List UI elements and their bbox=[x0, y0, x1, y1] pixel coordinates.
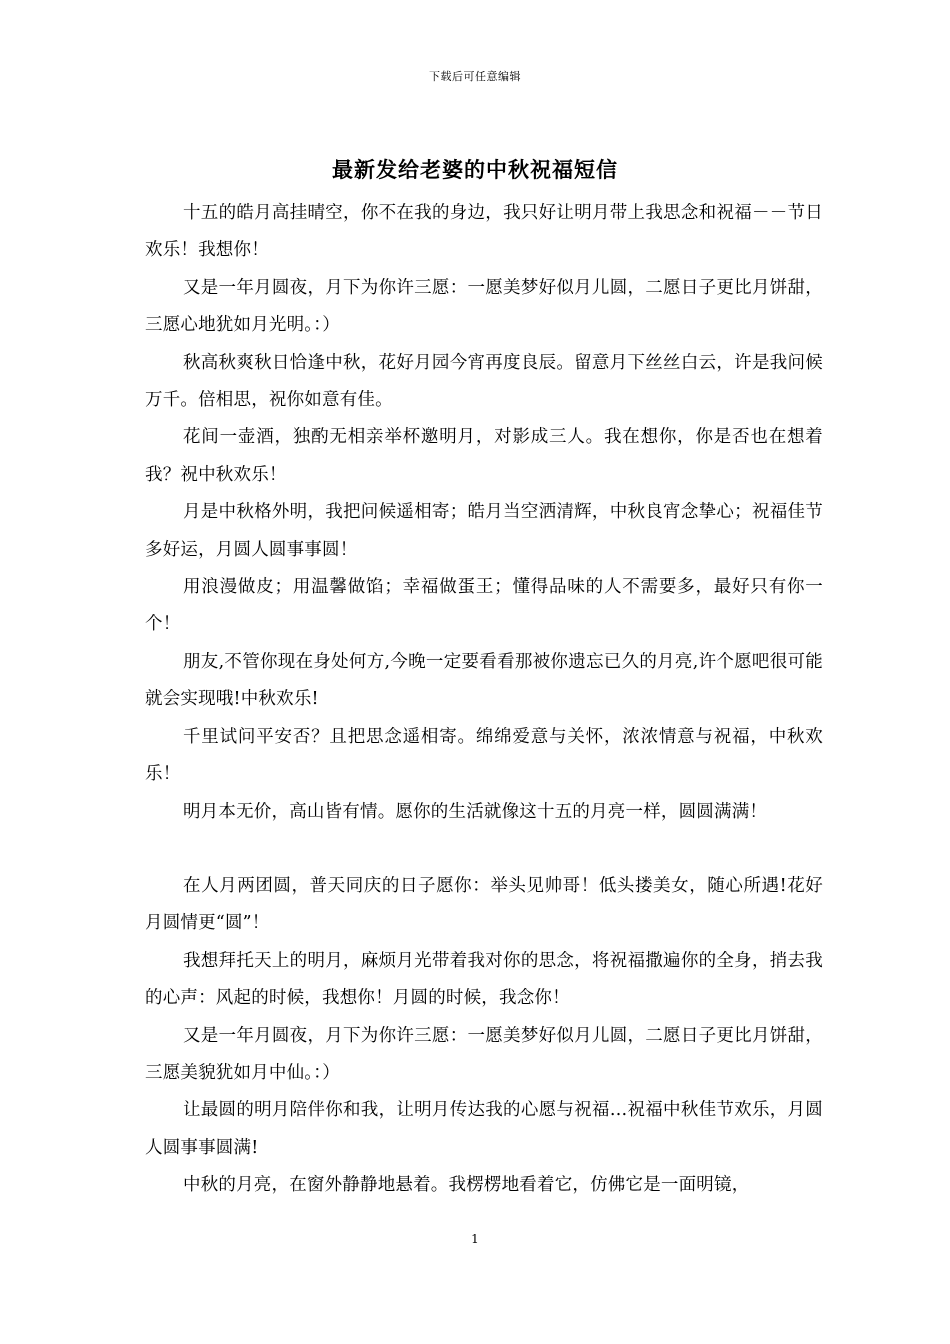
paragraph: 明月本无价，高山皆有情。愿你的生活就像这十五的月亮一样，圆圆满满！ bbox=[183, 801, 768, 822]
paragraph: 秋高秋爽秋日恰逢中秋，花好月园今宵再度良辰。留意月下丝丝白云，许是我问候万千。倍相思，祝你如意有佳。 bbox=[145, 352, 823, 411]
paragraph: 朋友,不管你现在身处何方,今晚一定要看看那被你遗忘已久的月亮,许个愿吧很可能就会实现哦!中秋欢乐! bbox=[145, 651, 823, 710]
paragraph: 月是中秋格外明，我把问候遥相寄；皓月当空洒清辉，中秋良宵念挚心；祝福佳节多好运，月圆人圆事事圆！ bbox=[145, 502, 823, 560]
paragraph: 十五的皓月高挂晴空，你不在我的身边，我只好让明月带上我思念和祝福－－节日欢乐！我想你！ bbox=[145, 203, 823, 261]
page-number: 1 bbox=[471, 1232, 479, 1246]
paragraph: 用浪漫做皮；用温馨做馅；幸福做蛋王；懂得品味的人不需要多，最好只有你一个！ bbox=[145, 577, 823, 635]
document-title: 最新发给老婆的中秋祝福短信 bbox=[332, 158, 618, 182]
paragraph: 在人月两团圆，普天同庆的日子愿你：举头见帅哥！低头搂美女，随心所遇!花好月圆情更“圆”！ bbox=[145, 875, 823, 934]
paragraph: 又是一年月圆夜，月下为你许三愿：一愿美梦好似月儿圆，二愿日子更比月饼甜，三愿美貌犹如月中仙。：） bbox=[145, 1025, 823, 1083]
paragraph: 千里试问平安否？且把思念遥相寄。绵绵爱意与关怀，浓浓情意与祝福，中秋欢乐！ bbox=[145, 726, 823, 785]
paragraph: 花间一壶酒，独酌无相亲举杯邀明月，对影成三人。我在想你，你是否也在想着我？祝中秋欢乐！ bbox=[145, 427, 823, 485]
paragraph: 又是一年月圆夜，月下为你许三愿：一愿美梦好似月儿圆，二愿日子更比月饼甜，三愿心地犹如月光明。：） bbox=[145, 277, 823, 336]
document-body bbox=[145, 195, 823, 1205]
paragraph: 我想拜托天上的明月，麻烦月光带着我对你的思念，将祝福撒遍你的全身，捎去我的心声：风起的时候，我想你！月圆的时候，我念你！ bbox=[145, 950, 823, 1009]
page-header: 下载后可任意编辑 bbox=[429, 70, 521, 83]
paragraph: 中秋的月亮，在窗外静静地悬着。我楞楞地看着它，仿佛它是一面明镜， bbox=[183, 1175, 750, 1196]
paragraph: 让最圆的明月陪伴你和我，让明月传达我的心愿与祝福…祝福中秋佳节欢乐，月圆人圆事事圆满! bbox=[145, 1100, 823, 1158]
